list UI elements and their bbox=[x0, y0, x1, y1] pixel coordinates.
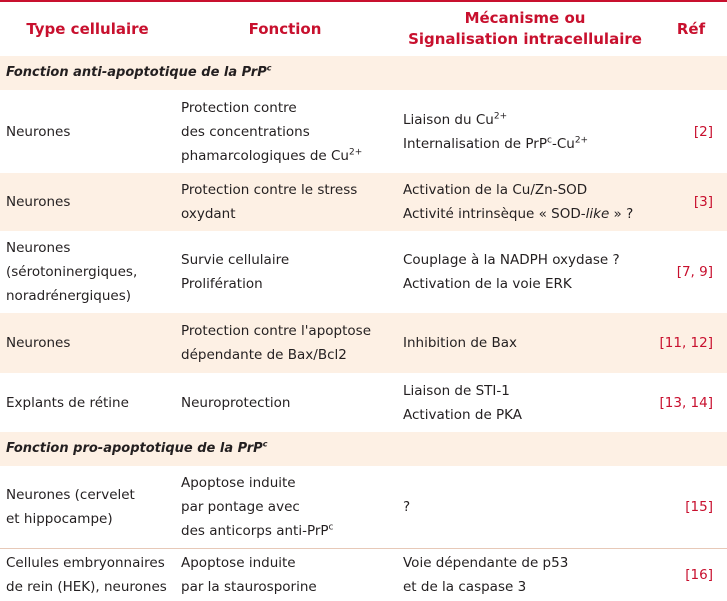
fonction-line: Protection contre bbox=[181, 99, 297, 116]
sup: 2+ bbox=[493, 111, 508, 121]
meca-line: Voie dépendante de p53 bbox=[403, 555, 569, 571]
section-pro-label: Fonction pro-apoptotique de la PrP bbox=[6, 441, 263, 456]
meca-line: Liaison de STI-1 bbox=[403, 382, 510, 399]
fonction-line: Neuroprotection bbox=[181, 394, 291, 411]
header-mecanisme-line2: Signalisation intracellulaire bbox=[408, 30, 642, 48]
cell-mecanisme bbox=[395, 495, 655, 519]
cell-type: Neurones bbox=[6, 335, 71, 351]
fonction-line: Apoptose induite bbox=[181, 555, 296, 571]
cell-type bbox=[0, 551, 181, 599]
fonction-line: Survie cellulaire bbox=[181, 252, 290, 268]
cell-ref: [13, 14] bbox=[659, 394, 713, 411]
table-row bbox=[0, 173, 727, 231]
fonction-line: oxydant bbox=[181, 206, 236, 222]
cell-ref: [3] bbox=[693, 194, 713, 210]
cell-mecanisme bbox=[395, 178, 655, 226]
section-anti-sup: c bbox=[266, 63, 272, 73]
fonction-text: phamarcologiques de Cu bbox=[181, 147, 349, 164]
meca-line bbox=[403, 202, 655, 226]
cell-fonction bbox=[181, 551, 395, 599]
meca-text: -Cu bbox=[551, 135, 575, 152]
sup: c bbox=[328, 522, 334, 533]
fonction-line: Protection contre le stress bbox=[181, 182, 358, 198]
sup: 2+ bbox=[574, 135, 589, 145]
fonction-line: des concentrations bbox=[181, 123, 310, 140]
fonction-line bbox=[181, 144, 395, 168]
cell-fonction bbox=[181, 96, 395, 168]
cell-type: Neurones bbox=[6, 123, 71, 140]
fonction-line: dépendante de Bax/Bcl2 bbox=[181, 347, 347, 363]
fonction-line: par pontage avec bbox=[181, 499, 300, 515]
type-line: Cellules embryonnaires bbox=[6, 555, 165, 571]
cell-mecanisme bbox=[395, 248, 655, 296]
meca-text: Internalisation de PrP bbox=[403, 135, 547, 152]
meca-line bbox=[403, 132, 655, 156]
cell-fonction bbox=[181, 471, 395, 543]
type-line: de rein (HEK), neurones bbox=[6, 579, 167, 595]
meca-text: » ? bbox=[609, 206, 634, 222]
type-line: Neurones bbox=[6, 240, 71, 256]
cell-type bbox=[0, 483, 181, 531]
meca-line: ? bbox=[403, 499, 411, 515]
cell-mecanisme bbox=[395, 108, 655, 156]
cell-ref: [11, 12] bbox=[659, 335, 713, 351]
meca-line: Inhibition de Bax bbox=[403, 335, 518, 351]
meca-line: Couplage à la NADPH oxydase ? bbox=[403, 252, 620, 268]
cell-fonction bbox=[181, 391, 395, 415]
table-row bbox=[0, 466, 727, 548]
meca-line bbox=[403, 108, 655, 132]
meca-italic: like bbox=[585, 206, 610, 222]
cell-fonction bbox=[181, 319, 395, 367]
header-mecanisme-line1: Mécanisme ou bbox=[464, 9, 586, 27]
cell-mecanisme bbox=[395, 331, 655, 355]
fonction-line bbox=[181, 519, 395, 543]
cell-mecanisme bbox=[395, 379, 655, 427]
fonction-text: des anticorps anti-PrP bbox=[181, 523, 329, 539]
type-line: noradrénergiques) bbox=[6, 288, 131, 304]
cell-type: Explants de rétine bbox=[6, 394, 129, 411]
table-row bbox=[0, 90, 727, 173]
type-line: Neurones (cervelet bbox=[6, 487, 135, 503]
fonction-line: Prolifération bbox=[181, 276, 263, 292]
cell-fonction bbox=[181, 178, 395, 226]
fonction-line: Protection contre l'apoptose bbox=[181, 323, 371, 339]
table-row bbox=[0, 313, 727, 373]
meca-line: et de la caspase 3 bbox=[403, 579, 527, 595]
header-mecanisme bbox=[395, 8, 655, 50]
section-anti-apoptotique bbox=[0, 56, 727, 90]
fonction-line: par la staurosporine bbox=[181, 579, 317, 595]
meca-text: Liaison du Cu bbox=[403, 111, 494, 128]
cell-ref: [16] bbox=[685, 567, 713, 583]
header-type-cellulaire: Type cellulaire bbox=[26, 20, 149, 38]
type-line: (sérotoninergiques, bbox=[6, 264, 138, 280]
cell-mecanisme bbox=[395, 551, 655, 599]
section-pro-sup: c bbox=[262, 439, 268, 449]
table-row bbox=[0, 373, 727, 432]
sup: c bbox=[547, 135, 552, 145]
type-line: et hippocampe) bbox=[6, 511, 113, 527]
sup: 2+ bbox=[349, 147, 363, 157]
meca-line: Activation de la voie ERK bbox=[403, 276, 572, 292]
section-anti-label: Fonction anti-apoptotique de la PrP bbox=[6, 65, 267, 80]
table-row bbox=[0, 549, 727, 601]
cell-ref: [2] bbox=[693, 123, 713, 140]
meca-line: Activation de la Cu/Zn-SOD bbox=[403, 182, 588, 198]
table-header bbox=[0, 2, 727, 56]
cell-type bbox=[0, 236, 181, 308]
cell-fonction bbox=[181, 248, 395, 296]
cell-ref: [15] bbox=[685, 499, 713, 515]
meca-line: Activation de PKA bbox=[403, 406, 523, 423]
header-fonction: Fonction bbox=[248, 20, 322, 38]
fonction-line: Apoptose induite bbox=[181, 475, 296, 491]
cell-ref: [7, 9] bbox=[676, 264, 713, 280]
meca-text: Activité intrinsèque « SOD- bbox=[403, 206, 586, 222]
section-pro-apoptotique bbox=[0, 432, 727, 466]
cell-type: Neurones bbox=[6, 194, 71, 210]
header-ref: Réf bbox=[676, 20, 706, 38]
table-row bbox=[0, 231, 727, 313]
